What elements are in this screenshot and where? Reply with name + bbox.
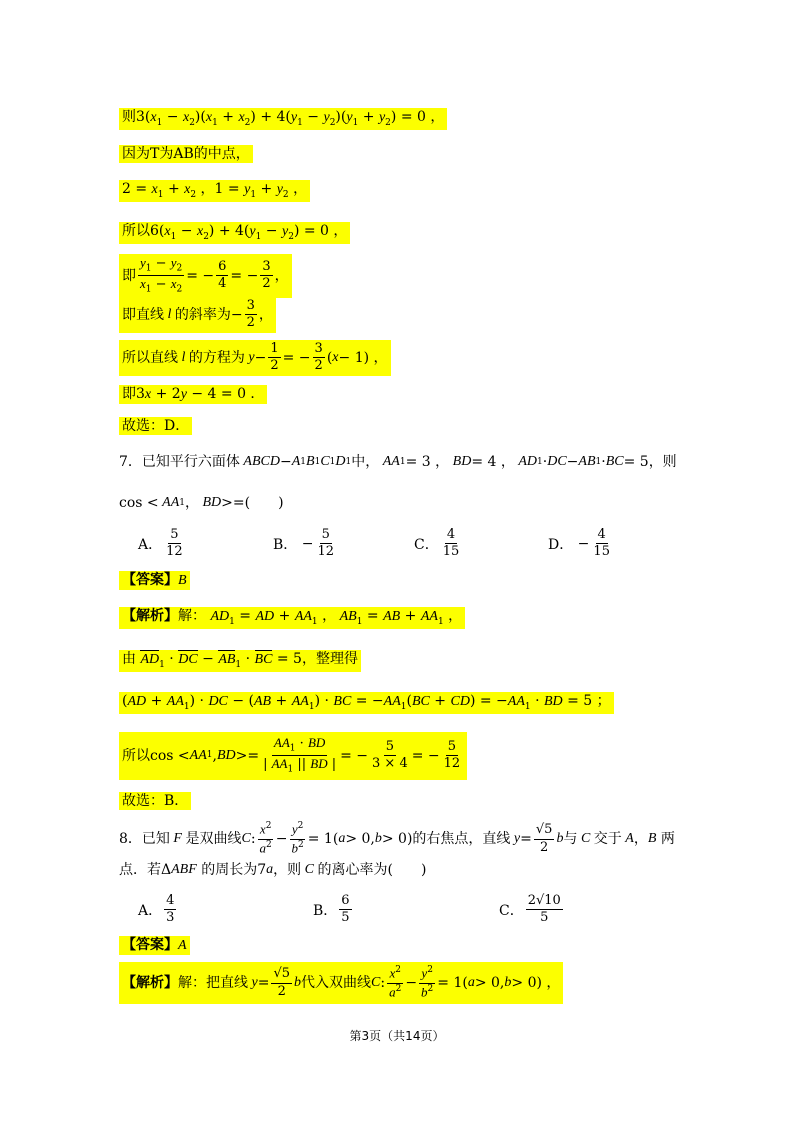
q7-answer [119,571,190,590]
text: 故选：D． [119,417,192,435]
solution-line-4: 所以$6(x_1 - x_2) + 4(y_1 - y_2) = 0$ ， [119,222,350,244]
solution-line-8: 即3x + 2y − 4 = 0 ． [119,385,267,404]
q8-option-b[interactable] [313,894,354,926]
option-den: 5 [341,910,350,926]
q8-analysis-line-1: 【解析】 解：把直线 y = $\frac{√5}{2}$ b 代入双曲线 C : $\frac{x^2}{a^2}$ − $\frac{y^2}{b^2}$ = 1( a > 0, b > 0) ， [119,962,563,1004]
option-den: 15 [442,544,460,560]
option-letter: C． [499,902,524,919]
text: 即直线 [122,306,164,323]
option-den: 5 [540,910,549,926]
text: ( ) [244,495,284,511]
option-num: 6 [339,894,351,910]
q7-analysis-line-2: 由 $AD_1$ · DC − $AB_1$ · BC = 5，整理得 [119,650,361,672]
q8-option-a[interactable] [138,894,178,926]
text: 所以直线 [122,349,178,366]
q7-stem-line-2: cos < AA 1 ， BD >= ( ) [119,495,284,511]
analysis-label: 【解析】 [122,608,178,624]
text: 的周长为 [201,862,258,878]
option-den: 15 [593,544,610,560]
text: 由 [122,651,136,667]
q7-option-b[interactable]: B． − $\frac{5}{12}$ [273,527,335,560]
solution-line-3: $2 = x_1 + x_2$ ，$1 = y_1 + y_2$ ， [119,180,310,202]
option-den: 12 [317,544,335,560]
q8-option-c[interactable] [499,894,565,926]
text: 的斜率为 [174,306,231,323]
text: 代入双曲线 [301,975,372,992]
text: 的方程为 [188,349,245,366]
text: 是双曲线 [185,831,242,848]
solution-line-6: 即直线 l 的斜率为 − $\frac{3}{2}$ ， [119,297,276,333]
option-num: 4 [445,528,457,544]
option-letter: B． [313,902,338,919]
option-letter: D． [548,536,574,553]
option-den: 3 [166,910,175,926]
text: 则 [122,109,136,125]
option-num: 4 [596,528,608,544]
text: 所以 [122,223,150,239]
option-num: 2√10 [526,894,563,910]
q7-conclusion [119,792,191,810]
text: 中， [351,454,380,470]
option-letter: A． [138,536,163,553]
text: 解：把直线 [178,975,248,992]
option-den: 12 [166,544,183,560]
text: 因为T为AB的中点， [119,145,253,163]
answer-value: A [178,938,187,953]
answer-value: B [178,573,187,588]
text: 的离心率为( ) [317,862,427,878]
option-num: 4 [164,894,176,910]
question-number: 7． [119,454,142,470]
text: 已知平行六面体 [141,454,240,470]
option-letter: C． [414,536,439,553]
page-footer: 第3页（共14页） [349,1029,445,1043]
q7-analysis-line-4: 所以 cos < AA 1 , BD >= $\frac{AA_1 \cdot BD}{| AA_1 || BD |}$ = − $\frac{5}{3 \times 4}$ = − $\frac{5}{12}$ [119,732,467,780]
text: ，则 [273,862,302,878]
q8-stem-line-2: 点．若 Δ ABF 的周长为 7 a ，则 C 的离心率为( ) [119,862,427,878]
q7-option-d[interactable]: D． − $\frac{4}{15}$ [548,527,610,560]
text: 与 [563,831,578,848]
text: 的右焦点，直线 [412,831,511,848]
q7-analysis-line-3: $(AD + AA_1)$ · DC − $(AB + AA_1)$ · BC = $-AA_1(BC + CD) = -AA_1$ · BD = 5 ； [119,692,614,714]
text: 点．若 [119,862,161,878]
text: 解： [178,608,206,624]
text: 已知 [141,831,170,848]
question-number: 8． [119,831,142,848]
analysis-label: 【解析】 [122,975,178,992]
text: ，则 [648,454,677,470]
answer-label: 【答案】 [122,572,178,588]
q8-answer [119,936,190,955]
q7-option-a[interactable] [138,528,187,560]
solution-conclusion [119,417,192,435]
option-letter: A． [138,902,163,919]
solution-line-7: 所以直线 l 的方程为 y − $\frac{1}{2}$ = − $\frac{3}{2}$ ( x − 1) ， [119,340,391,376]
solution-line-2 [119,145,253,163]
text: 即 [122,267,136,284]
option-letter: B． [273,536,298,553]
option-num: 5 [168,528,180,544]
text: 交于 [593,831,622,848]
q7-option-c[interactable] [414,528,463,560]
text: 所以 [122,747,150,764]
q7-analysis-line-1: 【解析】解： $AD_1$ = AD + $AA_1$ ， $AB_1$ = AB + $AA_1$ ， [119,607,465,629]
solution-line-5: 即 $\frac{y_1 - y_2}{x_1 - x_2}$ = − $\frac{6}{4}$ = − $\frac{3}{2}$ ， [119,254,292,298]
answer-label: 【答案】 [122,937,178,953]
text: 两 [660,831,675,848]
option-num: 5 [320,528,332,544]
solution-line-1: 则$3(x_1 - x_2)(x_1 + x_2) + 4(y_1 - y_2)(y_1 + y_2) = 0$ ， [119,108,447,130]
text: ，整理得 [301,651,358,667]
text: 故选：B． [119,792,191,810]
q8-stem-line-1: 8． 已知 F 是双曲线 C : $\frac{x^2}{a^2}$ − $\frac{y^2}{b^2}$ = 1( a > 0, b > 0) 的右焦点，直线 y = $\frac{√5}{2}$ b 与 C 交于 A ， B 两 [119,821,675,855]
q7-stem-line-1: 7． 已知平行六面体 ABCD − A 1 B 1 C 1 D 1 中， AA 1 = 3 ， BD = 4 ， AD 1 · DC − AB 1 · BC = 5 ，则 [119,454,677,470]
text: 即 [122,386,136,402]
